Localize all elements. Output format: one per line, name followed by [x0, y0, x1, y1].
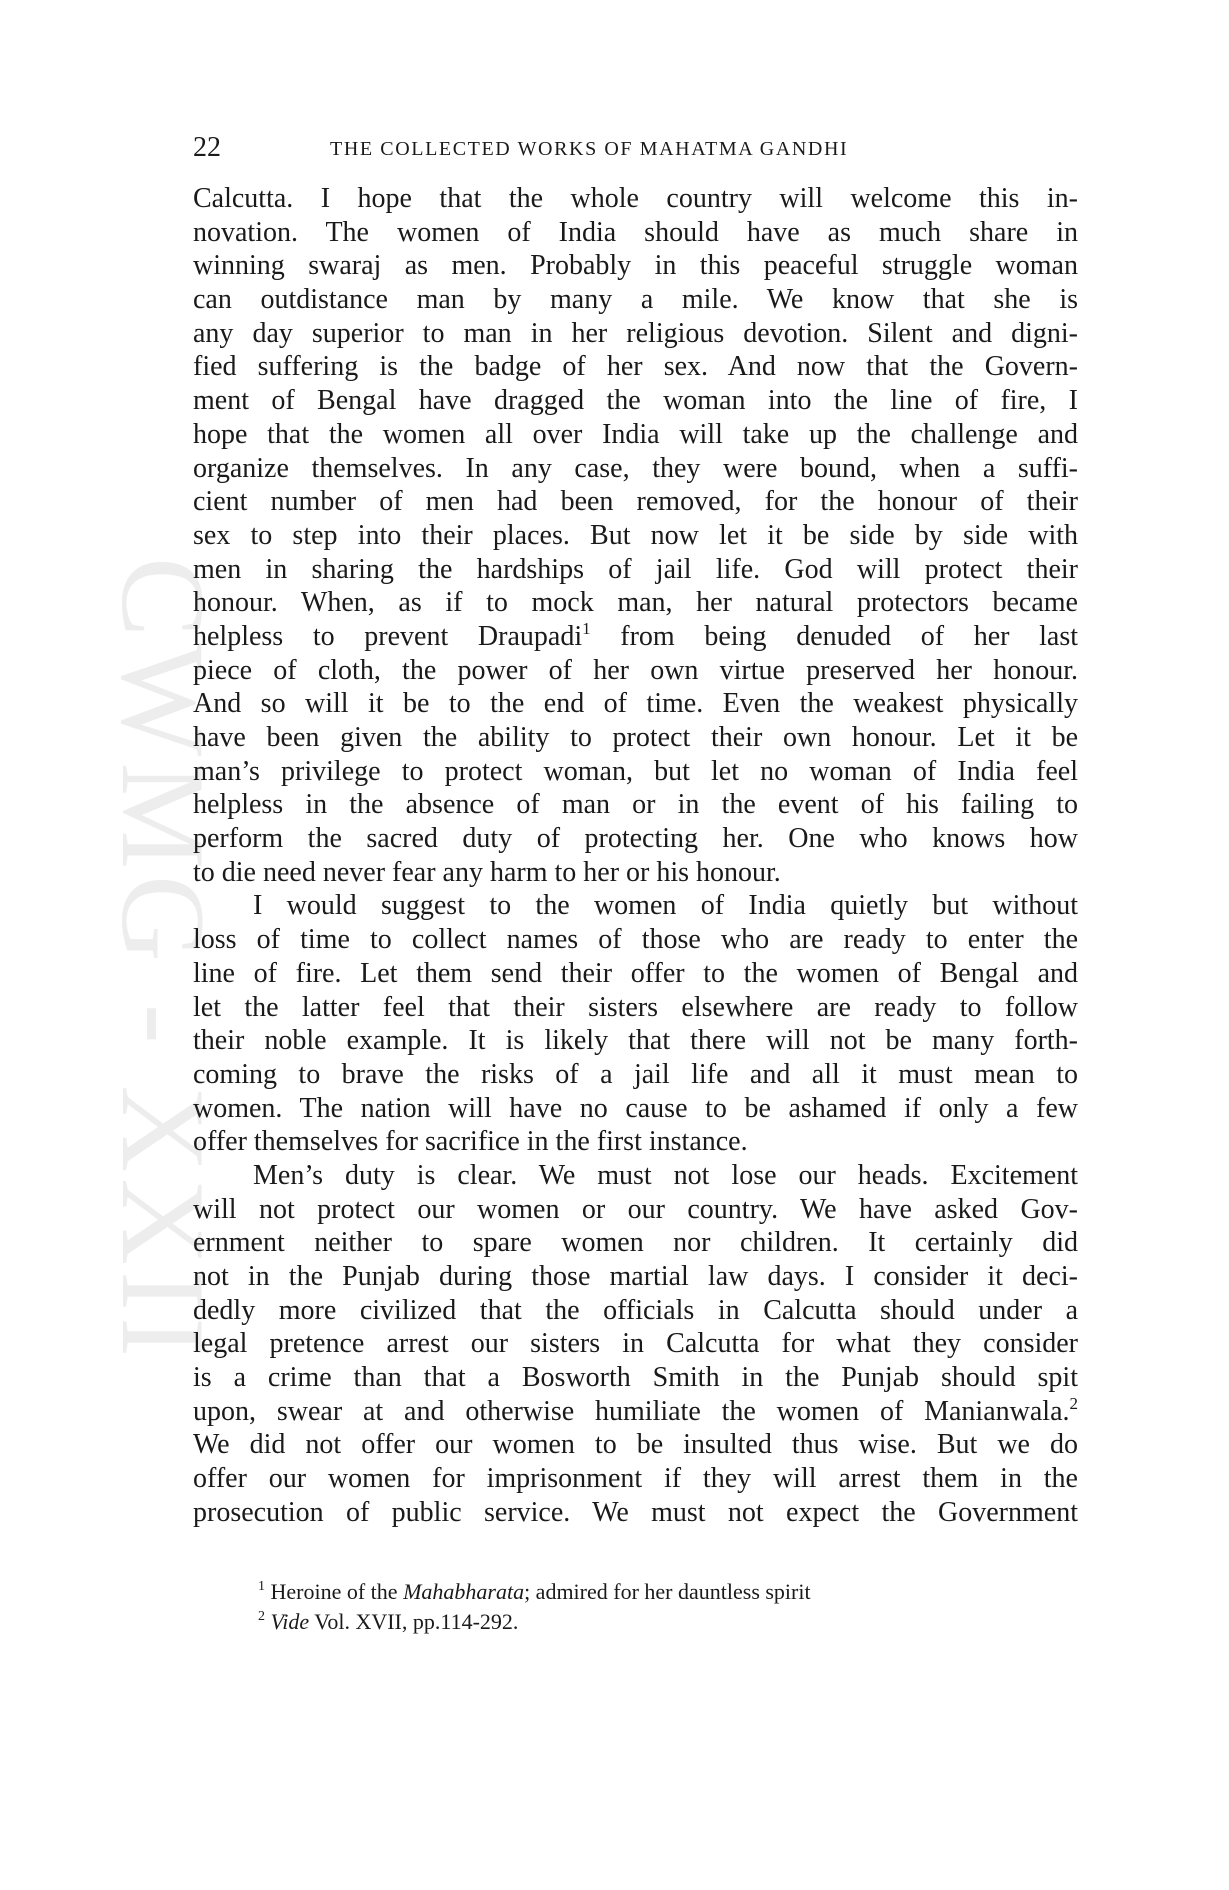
page-number: 22: [193, 132, 221, 163]
text-line: have been given the ability to protect their own honour. Let it be: [193, 722, 1078, 753]
text-line: offer themselves for sacrifice in the first instance.: [193, 1126, 748, 1158]
text-line: We did not offer our women to be insulted thus wise. But we do: [193, 1429, 1078, 1461]
text-line: men in sharing the hardships of jail life. God will protect their: [193, 553, 1078, 585]
footnote-item: [258, 1577, 1058, 1607]
text-line: line of fire. Let them send their offer to the women of Bengal and: [193, 957, 1078, 989]
text-line: I would suggest to the women of India quietly but without: [253, 890, 1078, 922]
text-line: legal pretence arrest our sisters in Calcutta for what they consider: [193, 1328, 1078, 1360]
text-line: And so will it be to the end of time. Even the weakest physically: [193, 688, 1078, 720]
text-line: their noble example. It is likely that there will not be many forth-: [193, 1025, 1078, 1057]
text-line: ernment neither to spare women nor children. It certainly did: [193, 1227, 1078, 1259]
text-line: sex to step into their places. But now let it be side by side with: [193, 519, 1078, 551]
text-line: dedly more civilized that the officials in Calcutta should under a: [193, 1294, 1078, 1326]
watermark-text: CWMG - XXII: [97, 557, 230, 1363]
text-line: is a crime than that a Bosworth Smith in the Punjab should spit: [193, 1362, 1078, 1394]
text-line: man’s privilege to protect woman, but let no woman of India feel: [193, 755, 1078, 787]
footnote-text: Heroine of the: [270, 1579, 404, 1604]
line-text: upon, swear at and otherwise humiliate the women of Manianwala.: [193, 1395, 1070, 1427]
text-line: will not protect our women or our country. We have asked Gov-: [193, 1193, 1078, 1225]
text-line: to die need never fear any harm to her or his honour.: [193, 856, 781, 888]
text-line: helpless in the absence of man or in the event of his failing to: [193, 789, 1078, 821]
text-line: loss of time to collect names of those who are ready to enter the: [193, 924, 1078, 956]
footnote-number: 2: [258, 1608, 265, 1624]
footnote-item: [258, 1607, 1058, 1637]
text-line: [193, 1395, 1078, 1429]
text-line: hope that the women all over India will take up the challenge and: [193, 418, 1078, 450]
footnote-number: 1: [258, 1578, 265, 1594]
text-line: perform the sacred duty of protecting her. One who knows how: [193, 823, 1078, 855]
body-text: [193, 182, 1078, 1530]
running-head: THE COLLECTED WORKS OF MAHATMA GANDHI: [330, 138, 849, 160]
text-line: piece of cloth, the power of her own virtue preserved her honour.: [193, 654, 1078, 686]
text-line: ment of Bengal have dragged the woman into the line of fire, I: [193, 385, 1078, 417]
text-line: offer our women for imprisonment if they will arrest them in the: [193, 1463, 1078, 1495]
footnote-ref: 2: [1069, 1393, 1078, 1413]
text-line: coming to brave the risks of a jail life and all it must mean to: [193, 1058, 1078, 1090]
footnote-italic: Mahabharata: [403, 1579, 525, 1604]
text-line: let the latter feel that their sisters elsewhere are ready to follow: [193, 991, 1078, 1023]
text-line: winning swaraj as men. Probably in this peaceful struggle woman: [193, 250, 1078, 282]
text-line: prosecution of public service. We must not expect the Government: [193, 1496, 1078, 1528]
text-line: fied suffering is the badge of her sex. And now that the Govern-: [193, 351, 1078, 383]
footnote-italic: Vide: [270, 1609, 310, 1634]
footnote-text: Vol. XVII, pp.114-292.: [309, 1609, 519, 1634]
text-line: Calcutta. I hope that the whole country will welcome this in-: [193, 183, 1078, 214]
footnote-ref: 1: [582, 618, 591, 638]
page-header: [193, 128, 1073, 168]
footnote-text: ; admired for her dauntless spirit: [524, 1579, 811, 1604]
text-line: cient number of men had been removed, for the honour of their: [193, 486, 1078, 518]
text-line: honour. When, as if to mock man, her natural protectors became: [193, 587, 1078, 619]
text-line: women. The nation will have no cause to be ashamed if only a few: [193, 1092, 1078, 1124]
text-line: can outdistance man by many a mile. We know that she is: [193, 284, 1078, 316]
line-text: from being denuded of her last: [590, 620, 1079, 652]
text-line: any day superior to man in her religious devotion. Silent and digni-: [193, 317, 1078, 349]
text-line: not in the Punjab during those martial law days. I consider it deci-: [193, 1261, 1078, 1292]
line-text: helpless to prevent Draupadi: [193, 620, 583, 652]
text-line: Men’s duty is clear. We must not lose our heads. Excitement: [253, 1159, 1078, 1191]
text-line: organize themselves. In any case, they were bound, when a suffi-: [193, 452, 1078, 484]
text-line: novation. The women of India should have as much share in: [193, 216, 1078, 248]
footnotes: [258, 1577, 1058, 1637]
text-line: [193, 620, 1078, 654]
